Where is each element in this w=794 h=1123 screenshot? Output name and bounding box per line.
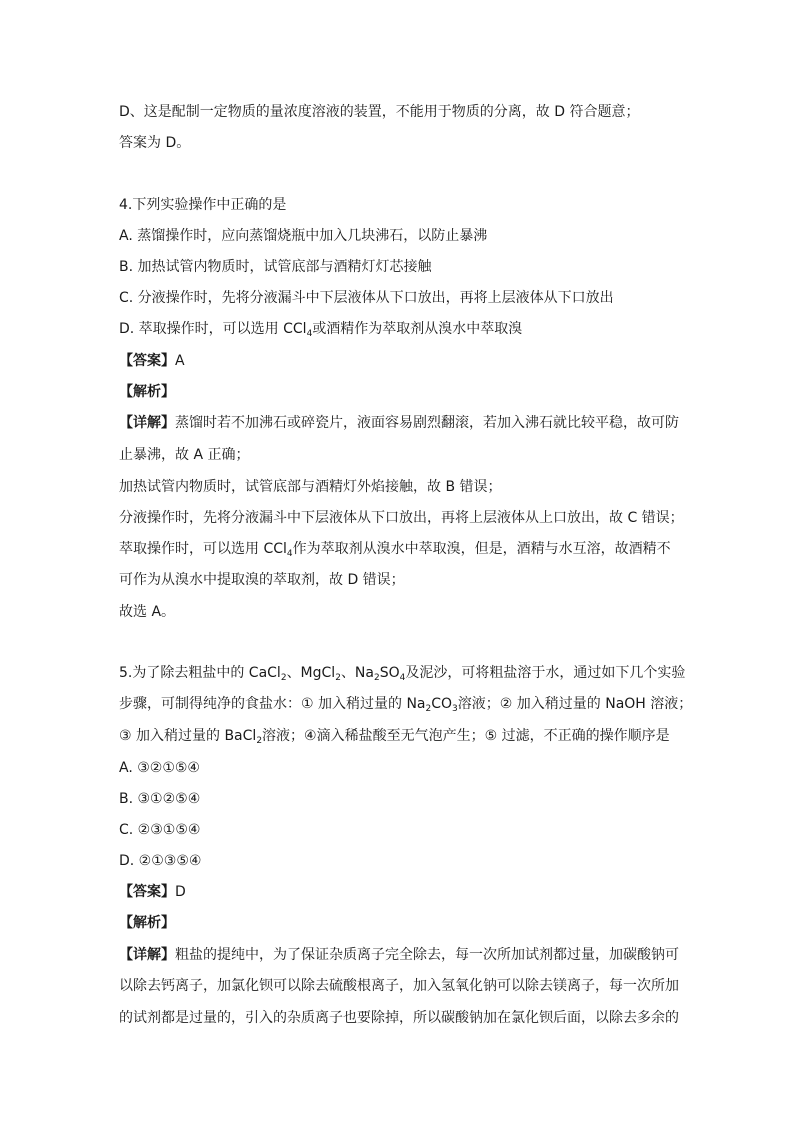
q5-answer bbox=[119, 883, 684, 901]
q4-analysis-tag: 【解析】 bbox=[119, 384, 175, 400]
q4-detail-tag: 【详解】 bbox=[119, 415, 175, 431]
q5-detail-tag: 【详解】 bbox=[119, 947, 175, 963]
q5-stem-1-b: 、MgCl bbox=[286, 665, 336, 681]
q4-option-d-pre: D. 萃取操作时，可以选用 CCl bbox=[119, 321, 307, 337]
q4-stem: 4.下列实验操作中正确的是 bbox=[119, 197, 287, 213]
q5-stem-1-c: 、Na bbox=[340, 665, 374, 681]
q4-detail-5-pre: 萃取操作时，可以选用 CCl bbox=[119, 541, 287, 557]
q5-answer-tag: 【答案】 bbox=[119, 884, 175, 900]
prev-option-d-analysis: D、这是配制一定物质的量浓度溶液的装置，不能用于物质的分离，故 D 符合题意； bbox=[119, 104, 640, 120]
q5-stem-1-sub-1: 2 bbox=[280, 673, 287, 683]
q5-stem-2-c: 溶液；② 加入稍过量的 NaOH 溶液； bbox=[457, 696, 693, 712]
q4-detail-5 bbox=[119, 540, 684, 558]
q4-option-b: B. 加热试管内物质时，试管底部与酒精灯灯芯接触 bbox=[119, 259, 432, 275]
q4-option-d bbox=[119, 320, 684, 338]
q4-detail-2: 止暴沸，故 A 正确； bbox=[119, 447, 250, 463]
q5-option-b: B. ③①②⑤④ bbox=[119, 791, 201, 807]
q4-answer-value: A bbox=[175, 353, 185, 369]
q4-option-d-sub: 4 bbox=[306, 329, 313, 339]
q4-detail-5-sub: 4 bbox=[286, 549, 293, 559]
q5-stem-3-b: 溶液；④滴入稀盐酸至无气泡产生；⑤ 过滤，不正确的操作顺序是 bbox=[262, 728, 670, 744]
q5-detail-1 bbox=[119, 946, 684, 964]
q5-stem-1 bbox=[119, 664, 684, 682]
q5-answer-value: D bbox=[175, 884, 186, 900]
prev-answer-line: 答案为 D。 bbox=[119, 135, 191, 151]
q4-option-c: C. 分液操作时，先将分液漏斗中下层液体从下口放出，再将上层液体从下口放出 bbox=[119, 290, 614, 306]
q4-detail-1 bbox=[119, 414, 684, 432]
q5-detail-3: 的试剂都是过量的，引入的杂质离子也要除掉，所以碳酸钠加在氯化钡后面，以除去多余的 bbox=[119, 1010, 679, 1026]
q5-option-d: D. ②①③⑤④ bbox=[119, 853, 202, 869]
q5-stem-1-sub-3: 2 bbox=[374, 673, 380, 683]
q5-stem-1-sub-2: 2 bbox=[335, 673, 341, 683]
q4-detail-4: 分液操作时，先将分液漏斗中下层液体从下口放出，再将上层液体从上口放出，故 C 错误； bbox=[119, 510, 684, 526]
q5-stem-2 bbox=[119, 695, 693, 714]
q5-option-c: C. ②③①⑤④ bbox=[119, 822, 201, 838]
q4-answer-tag: 【答案】 bbox=[119, 353, 175, 369]
q5-stem-3 bbox=[119, 727, 684, 745]
q4-detail-3: 加热试管内物质时，试管底部与酒精灯外焰接触，故 B 错误； bbox=[119, 479, 502, 495]
q5-stem-2-sub-2: 3 bbox=[452, 704, 458, 714]
q5-stem-2-sub-1: 2 bbox=[425, 704, 432, 714]
q5-stem-1-d: SO bbox=[379, 665, 400, 681]
q5-option-a: A. ③②①⑤④ bbox=[119, 760, 200, 776]
q5-stem-1-sub-4: 4 bbox=[399, 673, 406, 683]
q4-detail-6: 可作为从溴水中提取溴的萃取剂，故 D 错误； bbox=[119, 572, 405, 588]
q5-stem-3-a: ③ 加入稍过量的 BaCl bbox=[119, 728, 257, 744]
q4-detail-5-post: 作为萃取剂从溴水中萃取溴，但是，酒精与水互溶，故酒精不 bbox=[292, 541, 671, 557]
q5-stem-2-b: CO bbox=[431, 696, 453, 712]
q4-option-d-post: 或酒精作为萃取剂从溴水中萃取溴 bbox=[312, 321, 523, 337]
q5-stem-2-a: 步骤，可制得纯净的食盐水：① 加入稍过量的 Na bbox=[119, 696, 426, 712]
q4-detail-7: 故选 A。 bbox=[119, 604, 176, 620]
q4-detail-1-text: 蒸馏时若不加沸石或碎瓷片，液面容易剧烈翻滚，若加入沸石就比较平稳，故可防 bbox=[175, 415, 679, 431]
q5-detail-1-text: 粗盐的提纯中，为了保证杂质离子完全除去，每一次所加试剂都过量，加碳酸钠可 bbox=[175, 947, 679, 963]
q5-stem-1-e: 及泥沙，可将粗盐溶于水，通过如下几个实验 bbox=[405, 665, 686, 681]
q4-option-a: A. 蒸馏操作时，应向蒸馏烧瓶中加入几块沸石，以防止暴沸 bbox=[119, 228, 488, 244]
q5-detail-2: 以除去钙离子，加氯化钡可以除去硫酸根离子，加入氢氧化钠可以除去镁离子，每一次所加 bbox=[119, 978, 679, 994]
q5-stem-3-sub-1: 2 bbox=[256, 736, 263, 746]
q5-stem-1-a: 5.为了除去粗盐中的 CaCl bbox=[119, 665, 281, 681]
q4-answer bbox=[119, 352, 684, 370]
q5-analysis-tag: 【解析】 bbox=[119, 915, 175, 931]
